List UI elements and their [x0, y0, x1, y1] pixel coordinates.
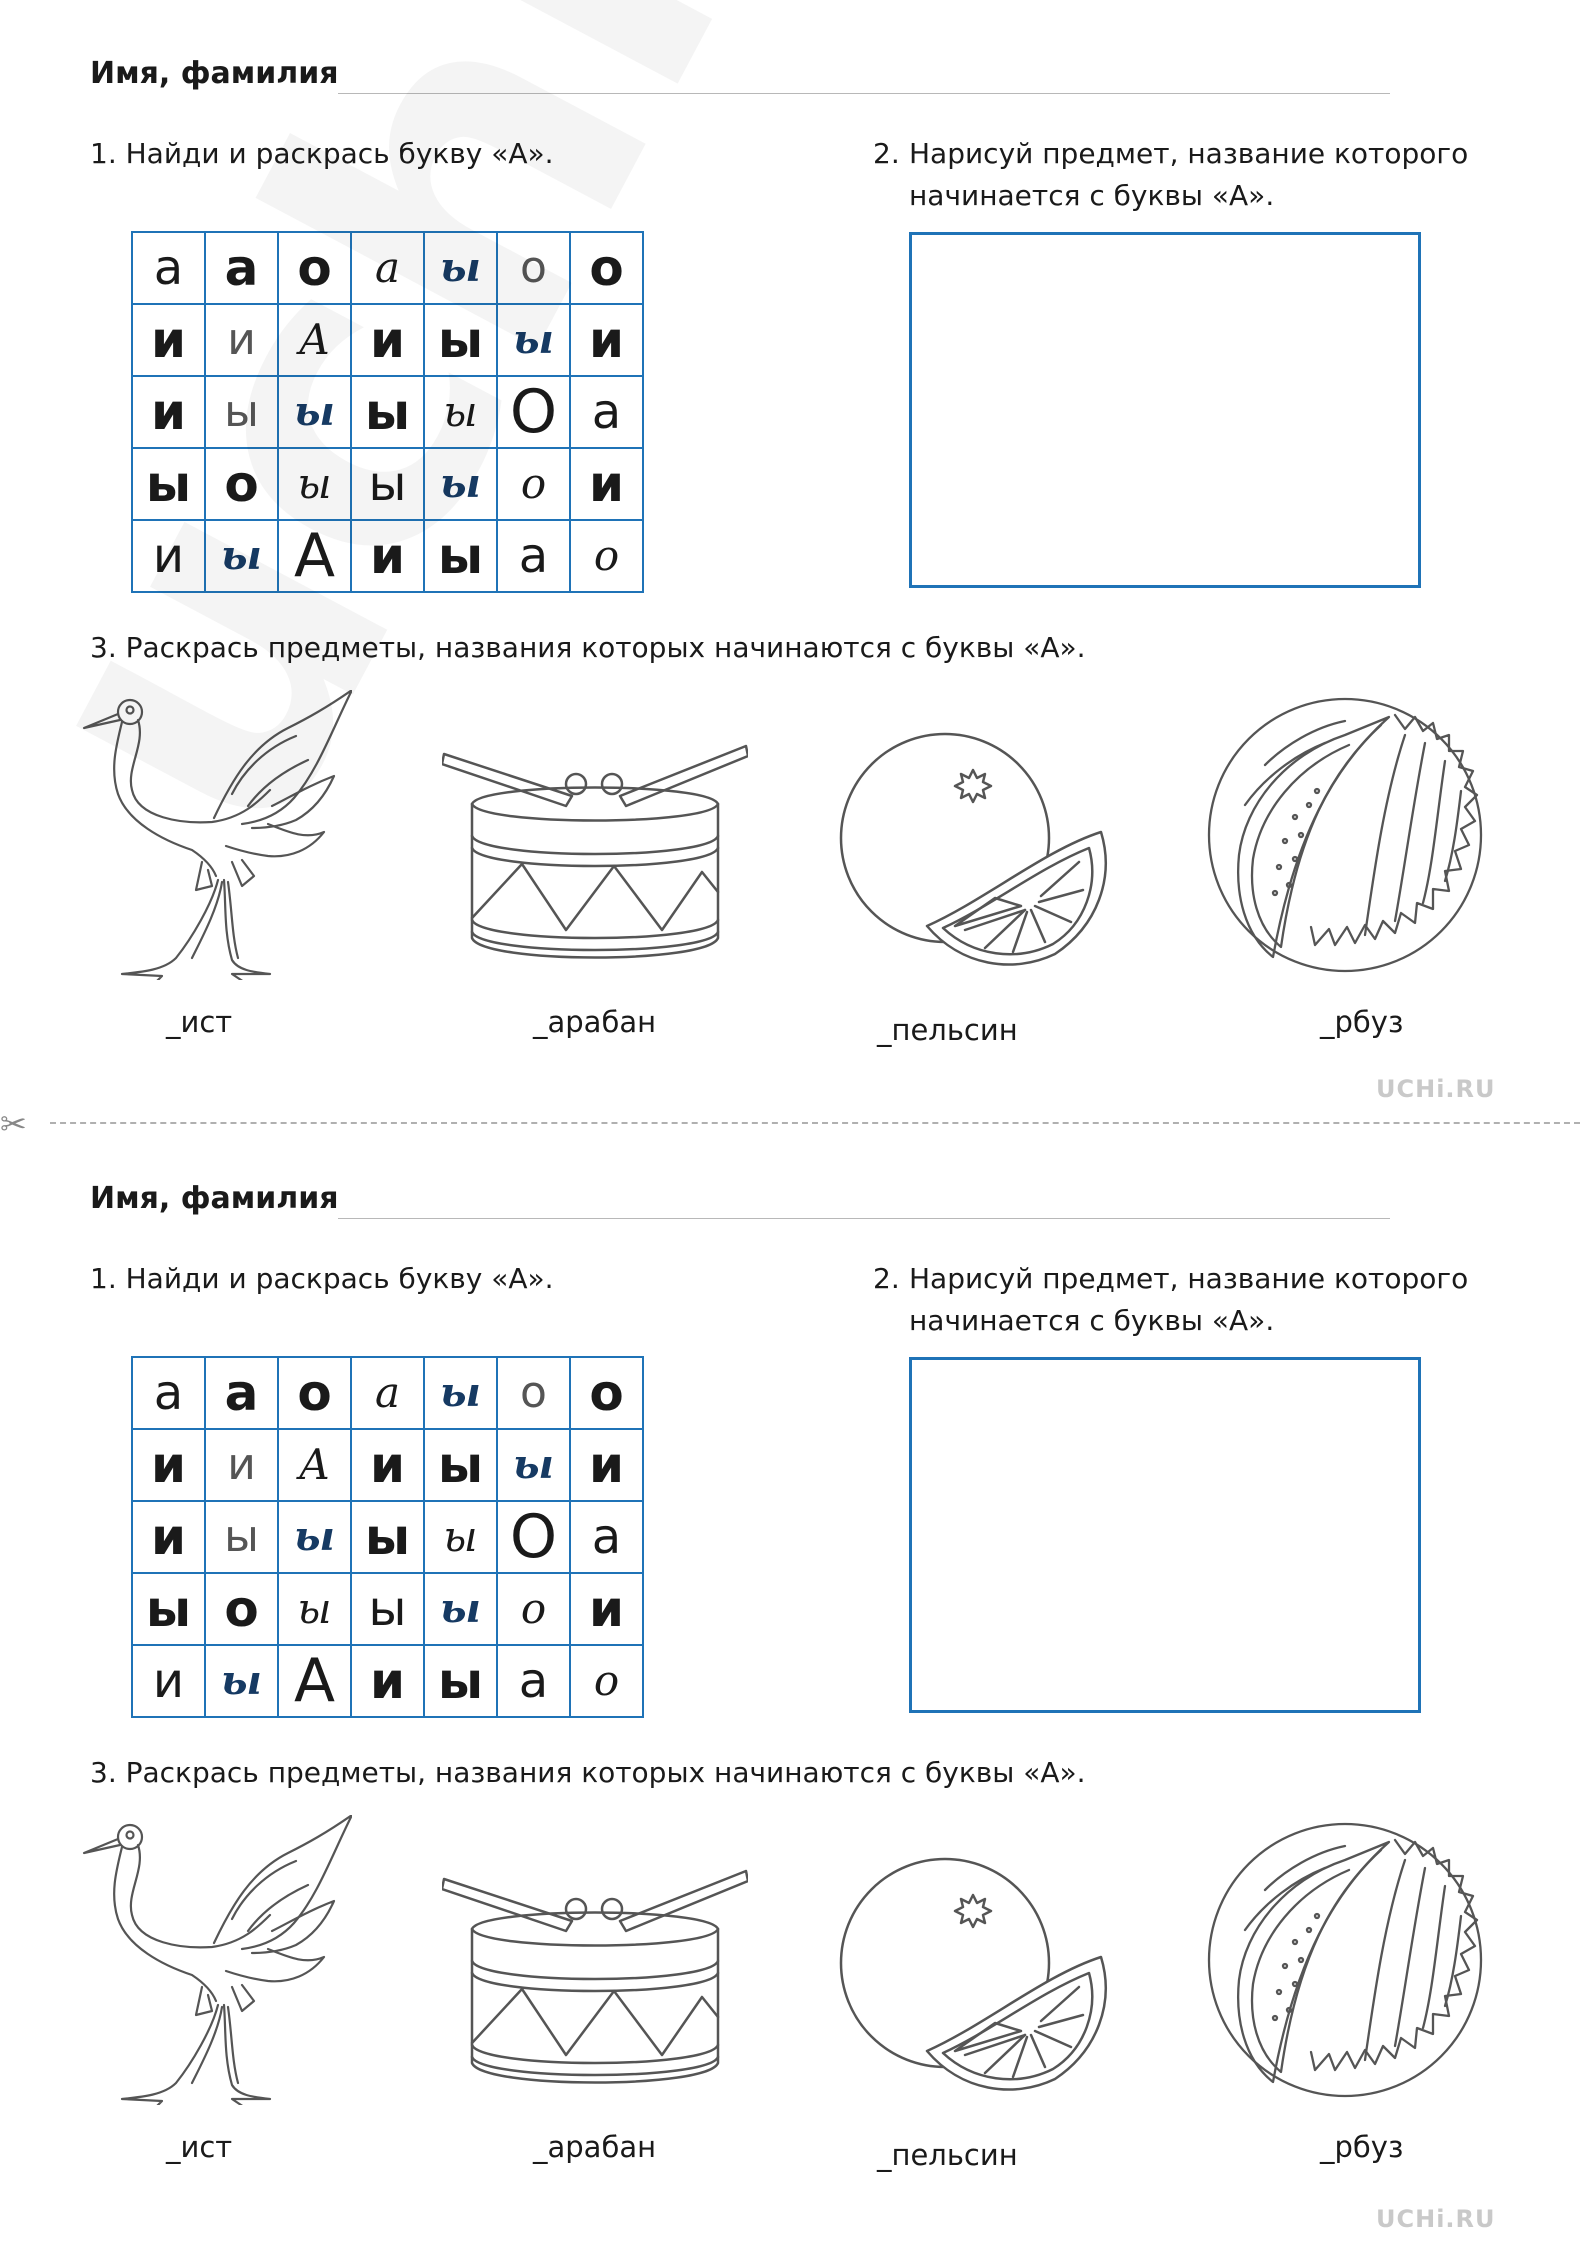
grid-cell[interactable]: ы	[497, 1429, 570, 1501]
grid-cell[interactable]: о	[205, 448, 278, 520]
grid-cell[interactable]: а	[570, 1501, 643, 1573]
grid-cell[interactable]: ы	[424, 1429, 497, 1501]
grid-cell[interactable]: ы	[278, 376, 351, 448]
grid-cell[interactable]: ы	[424, 1501, 497, 1573]
grid-cell[interactable]: и	[132, 1645, 205, 1717]
grid-cell[interactable]: и	[351, 1645, 424, 1717]
grid-cell[interactable]: а	[132, 1357, 205, 1429]
task2-title	[873, 133, 1573, 217]
grid-cell[interactable]: а	[132, 232, 205, 304]
grid-cell[interactable]: ы	[424, 1645, 497, 1717]
grid-cell[interactable]: а	[497, 1645, 570, 1717]
grid-cell[interactable]: и	[570, 304, 643, 376]
watermelon-icon[interactable]	[1205, 695, 1485, 975]
grid-cell[interactable]: ы	[424, 376, 497, 448]
grid-cell[interactable]: о	[497, 448, 570, 520]
grid-cell[interactable]: ы	[132, 1573, 205, 1645]
letter-grid	[131, 1356, 644, 1718]
grid-cell[interactable]: ы	[278, 448, 351, 520]
grid-cell[interactable]: и	[132, 376, 205, 448]
name-line	[338, 93, 1390, 94]
stork-icon[interactable]	[82, 1815, 352, 2105]
grid-cell[interactable]: и	[132, 304, 205, 376]
caption-orange: _пельсин	[877, 1013, 1018, 1047]
name-label: Имя, фамилия	[90, 1181, 339, 1216]
grid-cell[interactable]: ы	[424, 304, 497, 376]
orange-icon[interactable]	[835, 730, 1115, 970]
grid-cell[interactable]: ы	[205, 1501, 278, 1573]
cut-line	[0, 1105, 1587, 1143]
grid-cell[interactable]: а	[351, 232, 424, 304]
grid-cell[interactable]: и	[205, 304, 278, 376]
grid-cell[interactable]: и	[351, 520, 424, 592]
task2-number: 2.	[873, 137, 900, 170]
caption-orange: _пельсин	[877, 2138, 1018, 2172]
task2-number: 2.	[873, 1262, 900, 1295]
name-label: Имя, фамилия	[90, 56, 339, 91]
caption-stork: _ист	[166, 1005, 233, 1039]
grid-row	[132, 304, 643, 376]
orange-icon[interactable]	[835, 1855, 1115, 2095]
grid-cell[interactable]: О	[497, 376, 570, 448]
grid-row	[132, 520, 643, 592]
grid-cell[interactable]: А	[278, 1645, 351, 1717]
stork-icon[interactable]	[82, 690, 352, 980]
grid-row	[132, 1357, 643, 1429]
drawing-box[interactable]	[909, 1357, 1421, 1713]
name-line	[338, 1218, 1390, 1219]
grid-cell[interactable]: и	[570, 1429, 643, 1501]
grid-row	[132, 232, 643, 304]
caption-watermelon: _рбуз	[1320, 1005, 1404, 1039]
grid-cell[interactable]: ы	[278, 1501, 351, 1573]
logo-bottom: UCHi.RU	[1376, 2205, 1496, 2233]
scissors-icon: ✂	[0, 1105, 27, 1143]
grid-cell[interactable]: а	[570, 376, 643, 448]
grid-cell[interactable]: и	[570, 448, 643, 520]
grid-cell[interactable]: о	[205, 1573, 278, 1645]
grid-cell[interactable]: о	[570, 1645, 643, 1717]
caption-drum: _арабан	[533, 1005, 657, 1039]
task2-text: Нарисуй предмет, название которого начинается с буквы «А».	[909, 137, 1469, 212]
task2-title	[873, 1258, 1573, 1342]
grid-cell[interactable]: ы	[132, 448, 205, 520]
grid-cell[interactable]: о	[278, 1357, 351, 1429]
grid-cell[interactable]: ы	[424, 448, 497, 520]
grid-row	[132, 448, 643, 520]
task1-title: 1. Найди и раскрась букву «А».	[90, 137, 554, 170]
grid-cell[interactable]: о	[570, 520, 643, 592]
grid-cell[interactable]: А	[278, 1429, 351, 1501]
grid-cell[interactable]: О	[497, 1501, 570, 1573]
caption-watermelon: _рбуз	[1320, 2130, 1404, 2164]
grid-cell[interactable]: ы	[351, 1573, 424, 1645]
grid-cell[interactable]: о	[570, 1357, 643, 1429]
grid-cell[interactable]: ы	[351, 448, 424, 520]
task2-text: Нарисуй предмет, название которого начинается с буквы «А».	[909, 1262, 1469, 1337]
worksheet-bottom	[0, 1125, 1587, 2247]
grid-cell[interactable]: а	[497, 520, 570, 592]
grid-row	[132, 376, 643, 448]
worksheet-top	[0, 0, 1587, 1122]
grid-cell[interactable]: ы	[424, 1357, 497, 1429]
grid-cell[interactable]: и	[132, 1429, 205, 1501]
grid-cell[interactable]: ы	[351, 1501, 424, 1573]
grid-cell[interactable]: ы	[205, 1645, 278, 1717]
task1-title: 1. Найди и раскрась букву «А».	[90, 1262, 554, 1295]
grid-cell[interactable]: и	[132, 1501, 205, 1573]
task3-title: 3. Раскрась предметы, названия которых начинаются с буквы «А».	[90, 1756, 1086, 1789]
grid-cell[interactable]: а	[351, 1357, 424, 1429]
grid-cell[interactable]: ы	[424, 520, 497, 592]
caption-stork: _ист	[166, 2130, 233, 2164]
grid-cell[interactable]: о	[497, 1357, 570, 1429]
grid-cell[interactable]: ы	[278, 1573, 351, 1645]
grid-row	[132, 1645, 643, 1717]
grid-cell[interactable]: А	[278, 304, 351, 376]
grid-cell[interactable]: и	[205, 1429, 278, 1501]
grid-cell[interactable]: и	[351, 1429, 424, 1501]
grid-cell[interactable]: ы	[351, 376, 424, 448]
watermelon-icon[interactable]	[1205, 1820, 1485, 2100]
drum-icon[interactable]	[442, 742, 748, 967]
grid-cell[interactable]: о	[497, 1573, 570, 1645]
grid-cell[interactable]: ы	[424, 1573, 497, 1645]
letter-grid	[131, 231, 644, 593]
grid-row	[132, 1501, 643, 1573]
grid-cell[interactable]: о	[278, 232, 351, 304]
grid-cell[interactable]: ы	[497, 304, 570, 376]
grid-cell[interactable]: а	[205, 1357, 278, 1429]
grid-cell[interactable]: о	[497, 232, 570, 304]
grid-cell[interactable]: и	[570, 1573, 643, 1645]
task3-title: 3. Раскрась предметы, названия которых начинаются с буквы «А».	[90, 631, 1086, 664]
grid-cell[interactable]: и	[132, 520, 205, 592]
grid-cell[interactable]: а	[205, 232, 278, 304]
grid-cell[interactable]: ы	[205, 520, 278, 592]
grid-row	[132, 1573, 643, 1645]
grid-row	[132, 1429, 643, 1501]
grid-cell[interactable]: ы	[205, 376, 278, 448]
caption-drum: _арабан	[533, 2130, 657, 2164]
logo-top: UCHi.RU	[1376, 1075, 1496, 1103]
grid-cell[interactable]: о	[570, 232, 643, 304]
grid-cell[interactable]: А	[278, 520, 351, 592]
drum-icon[interactable]	[442, 1867, 748, 2092]
grid-cell[interactable]: ы	[424, 232, 497, 304]
drawing-box[interactable]	[909, 232, 1421, 588]
grid-cell[interactable]: и	[351, 304, 424, 376]
